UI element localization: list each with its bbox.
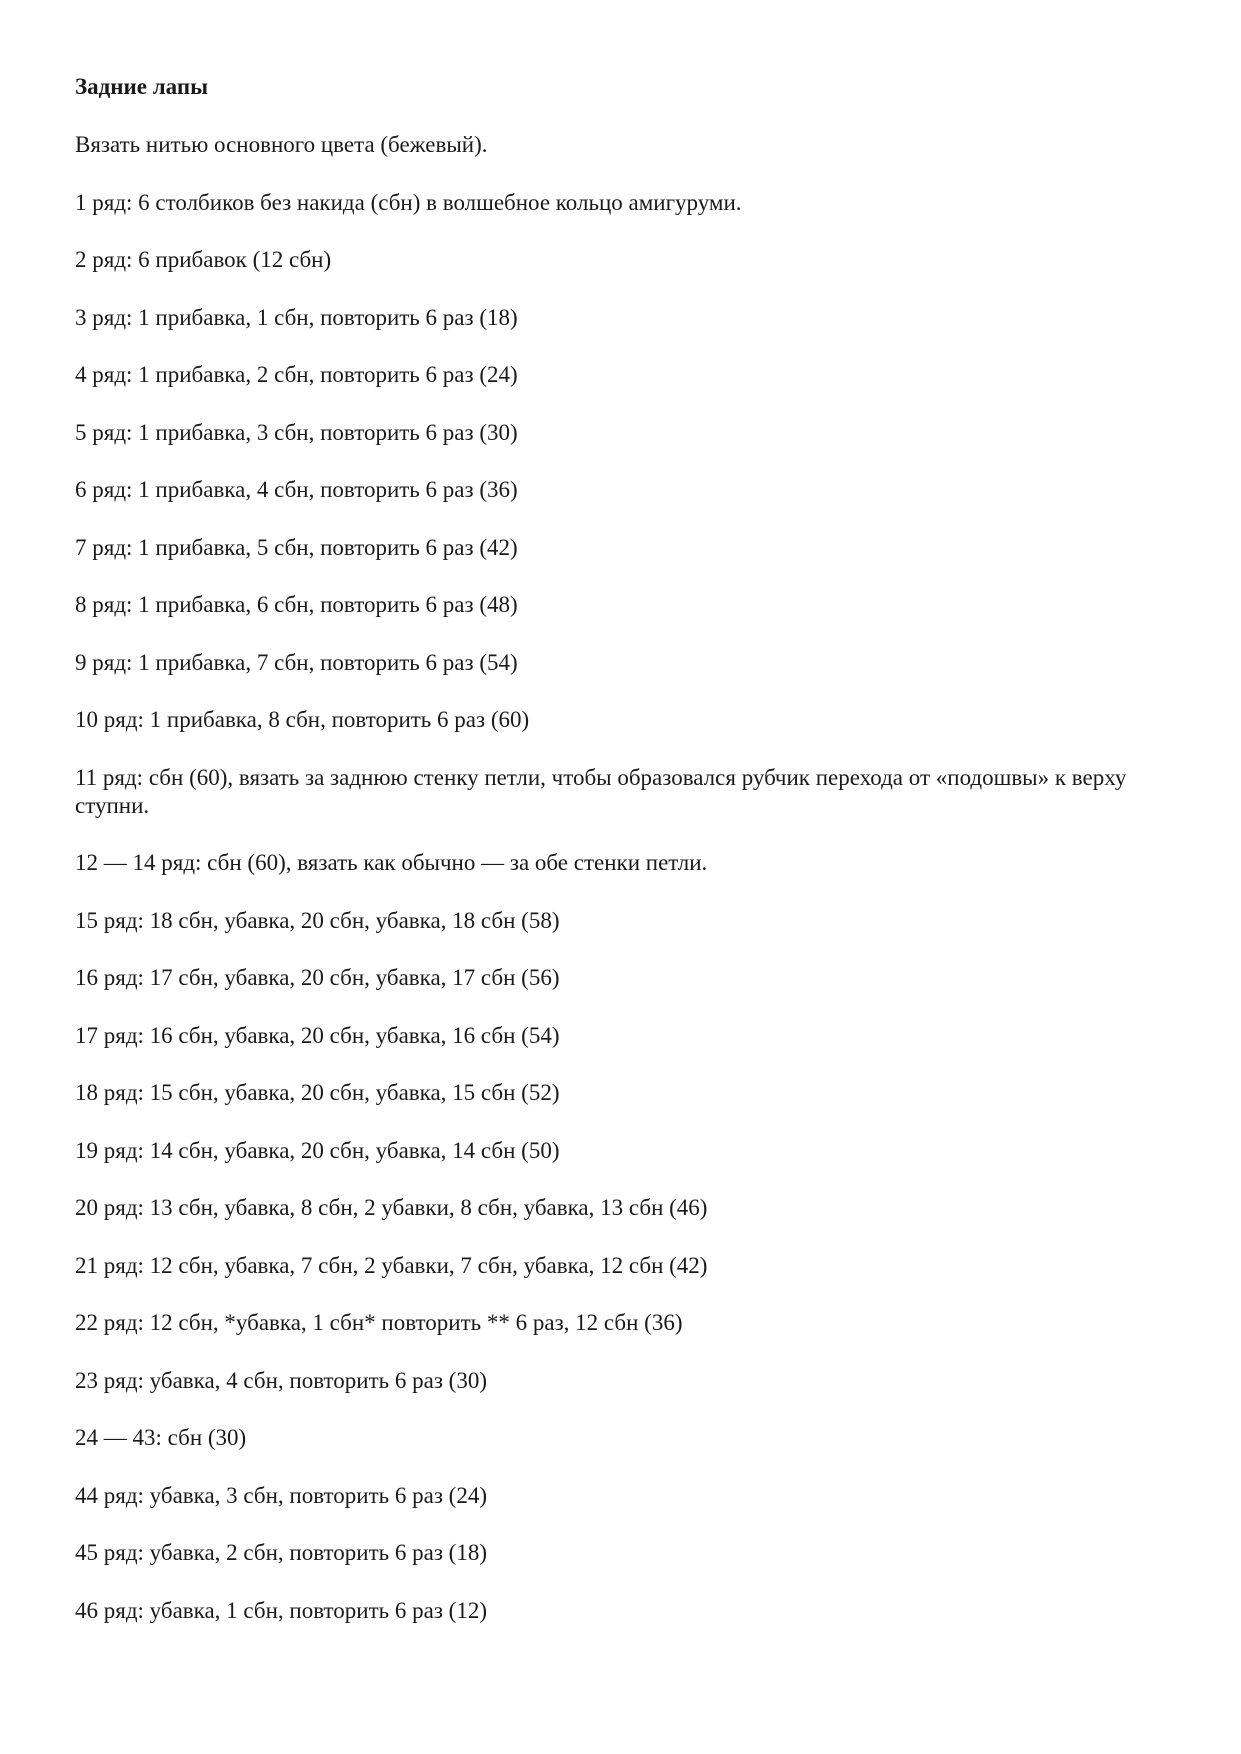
pattern-row: 44 ряд: убавка, 3 сбн, повторить 6 раз (24) bbox=[75, 1482, 487, 1508]
pattern-row: 3 ряд: 1 прибавка, 1 сбн, повторить 6 раз (18) bbox=[75, 304, 518, 330]
pattern-row: 24 — 43: сбн (30) bbox=[75, 1425, 247, 1450]
pattern-row: 45 ряд: убавка, 2 сбн, повторить 6 раз (18) bbox=[75, 1540, 487, 1565]
pattern-row: 20 ряд: 13 сбн, убавка, 8 сбн, 2 убавки, 8 сбн, убавка, 13 сбн (46) bbox=[75, 1195, 708, 1220]
pattern-row: 19 ряд: 14 сбн, убавка, 20 сбн, убавка, 14 сбн (50) bbox=[75, 1137, 560, 1163]
pattern-row: 16 ряд: 17 сбн, убавка, 20 сбн, убавка, 17 сбн (56) bbox=[75, 965, 560, 990]
pattern-row: 5 ряд: 1 прибавка, 3 сбн, повторить 6 раз (30) bbox=[75, 419, 518, 445]
pattern-row: 4 ряд: 1 прибавка, 2 сбн, повторить 6 раз (24) bbox=[75, 362, 518, 387]
pattern-row: 7 ряд: 1 прибавка, 5 сбн, повторить 6 раз (42) bbox=[75, 534, 518, 560]
pattern-row: 9 ряд: 1 прибавка, 7 сбн, повторить 6 раз (54) bbox=[75, 649, 518, 675]
pattern-row: 1 ряд: 6 столбиков без накида (сбн) в волшебное кольцо амигуруми. bbox=[75, 189, 742, 215]
pattern-row: 46 ряд: убавка, 1 сбн, повторить 6 раз (12) bbox=[75, 1597, 487, 1623]
pattern-row: 17 ряд: 16 сбн, убавка, 20 сбн, убавка, 16 сбн (54) bbox=[75, 1022, 560, 1048]
pattern-row: 6 ряд: 1 прибавка, 4 сбн, повторить 6 раз (36) bbox=[75, 477, 518, 502]
document-body bbox=[75, 131, 1175, 1654]
pattern-row: 11 ряд: сбн (60), вязать за заднюю стенку петли, чтобы образовался рубчик перехода от «подошвы» к верху ступни. bbox=[75, 764, 1127, 818]
pattern-row: 2 ряд: 6 прибавок (12 сбн) bbox=[75, 247, 332, 272]
pattern-row: 22 ряд: 12 сбн, *убавка, 1 сбн* повторить ** 6 раз, 12 сбн (36) bbox=[75, 1310, 683, 1335]
document-title: Задние лапы bbox=[75, 74, 209, 99]
intro-paragraph: Вязать нитью основного цвета (бежевый). bbox=[75, 132, 488, 157]
pattern-row: 21 ряд: 12 сбн, убавка, 7 сбн, 2 убавки, 7 сбн, убавка, 12 сбн (42) bbox=[75, 1252, 708, 1278]
pattern-row: 12 — 14 ряд: сбн (60), вязать как обычно — за обе стенки петли. bbox=[75, 850, 708, 875]
pattern-row: 15 ряд: 18 сбн, убавка, 20 сбн, убавка, 18 сбн (58) bbox=[75, 907, 560, 933]
pattern-row: 8 ряд: 1 прибавка, 6 сбн, повторить 6 раз (48) bbox=[75, 592, 518, 617]
pattern-row: 18 ряд: 15 сбн, убавка, 20 сбн, убавка, 15 сбн (52) bbox=[75, 1080, 560, 1105]
pattern-row: 10 ряд: 1 прибавка, 8 сбн, повторить 6 раз (60) bbox=[75, 707, 530, 732]
pattern-row: 23 ряд: убавка, 4 сбн, повторить 6 раз (30) bbox=[75, 1367, 487, 1393]
